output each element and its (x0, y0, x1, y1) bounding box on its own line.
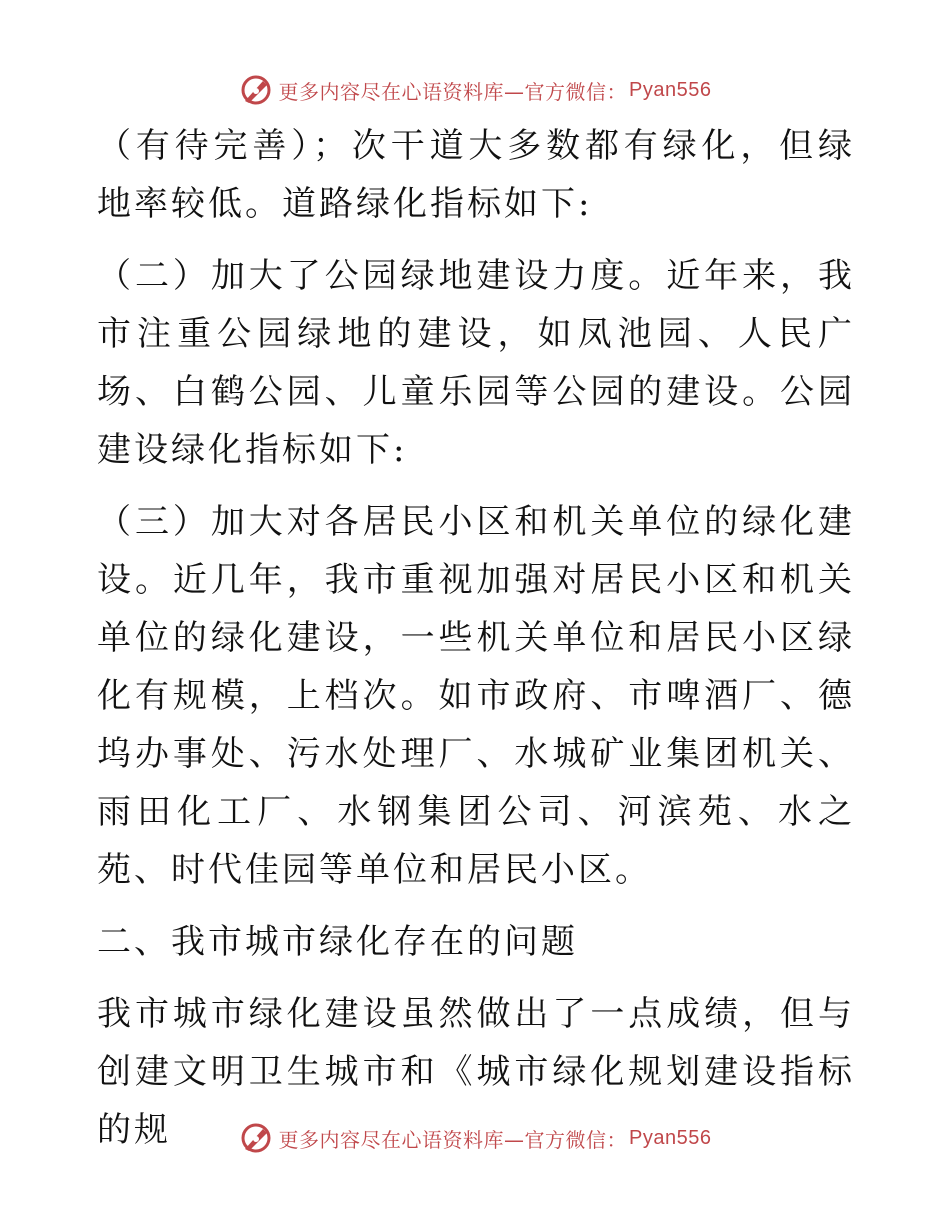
section-heading-problems: 二、我市城市绿化存在的问题 (97, 922, 578, 962)
pen-logo-icon (239, 73, 273, 107)
paragraph-residential-greening: （三）加大对各居民小区和机关单位的绿化建设。近几年，我市重视加强对居民小区和机关单位的绿化建设，一些机关单位和居民小区绿化有规模，上档次。如市政府、市啤酒厂、德坞办事处、污水处理厂、水城矿业集团机关、雨田化工厂、水钢集团公司、河滨苑、水之苑、时代佳园等单位和居民小区。 (97, 502, 855, 890)
paragraph-problems-intro: 我市城市绿化建设虽然做出了一点成绩，但与创建文明卫生城市和《城市绿化规划建设指标的规 (97, 994, 855, 1150)
paragraph-park-greening: （二）加大了公园绿地建设力度。近年来，我市注重公园绿地的建设，如凤池园、人民广场、白鹤公园、儿童乐园等公园的建设。公园建设绿化指标如下: (97, 256, 855, 470)
watermark-text: 更多内容尽在心语资料库—官方微信： (278, 79, 628, 104)
watermark-id: Pyan556 (629, 78, 712, 101)
watermark-text: 更多内容尽在心语资料库—官方微信： (278, 1127, 628, 1152)
document-body (97, 117, 855, 1159)
pen-logo-icon (239, 1121, 273, 1155)
header-watermark (0, 70, 950, 110)
watermark-id: Pyan556 (629, 1126, 712, 1149)
footer-watermark (0, 1118, 950, 1158)
paragraph-road-greening: （有待完善）；次干道大多数都有绿化，但绿地率较低。道路绿化指标如下: (97, 126, 855, 224)
